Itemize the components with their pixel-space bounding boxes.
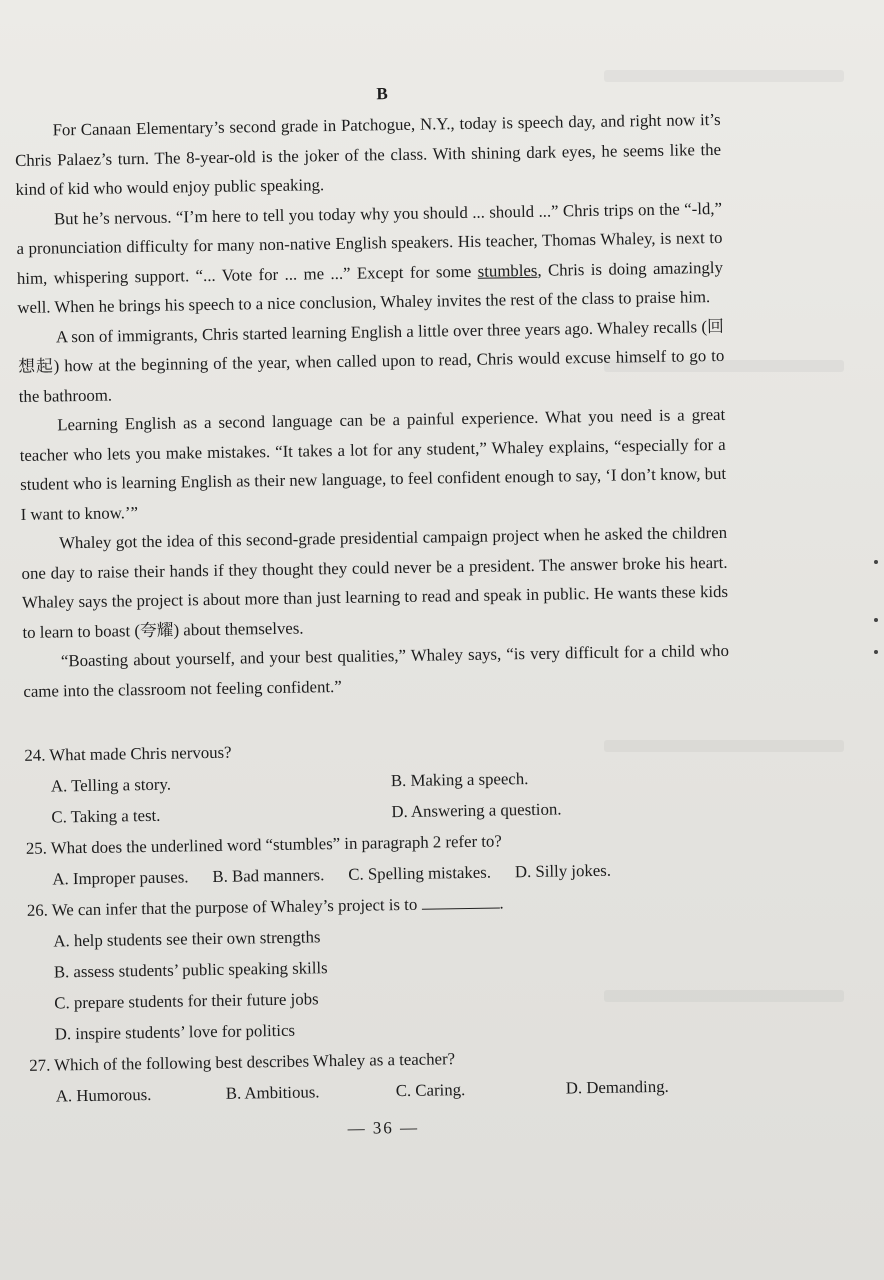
option-a: A. Telling a story. — [50, 774, 172, 796]
option-c: C. Caring. — [395, 1080, 466, 1101]
underlined-word: stumbles — [477, 260, 538, 281]
option-b: B. assess students’ public speaking skills — [53, 958, 328, 982]
paragraph-3: A son of immigrants, Chris started learning English a little over three years ago. Whaley recalls (回想起) how at the beginning of the year, when called upon to read, Chris would excuse himself to go to the bathroom. — [18, 316, 725, 406]
question-list — [24, 729, 736, 1112]
paragraph-2-start: But he’s nervous. “I’m here to tell you today why you should ... should ...” Chris trips on the “-ld,” a pronunciation difficulty for many non-native English speakers. His teacher, Thomas Whaley, is next to him, whispering support. “... Vote for ... me ...” Except for some — [16, 198, 723, 288]
option-a: A. Humorous. — [55, 1084, 152, 1106]
question-24 — [24, 729, 731, 833]
option-c: C. Taking a test. — [51, 805, 161, 827]
option-c: C. prepare students for their future jobs — [54, 989, 319, 1013]
option-d: D. Demanding. — [565, 1076, 669, 1098]
option-c: C. Spelling mistakes. — [348, 862, 492, 884]
paragraph-6: “Boasting about yourself, and your best qualities,” Whaley says, “is very difficult for a child who came into the classroom not feeling confident.” — [23, 640, 730, 701]
option-d: D. Answering a question. — [391, 799, 562, 822]
option-a: A. help students see their own strengths — [53, 927, 321, 951]
page-number: — 36 — — [347, 1117, 420, 1138]
option-b: B. Ambitious. — [225, 1082, 320, 1103]
answer-blank — [421, 893, 499, 909]
option-b: B. Making a speech. — [390, 769, 529, 791]
question-stem-text: 26. We can infer that the purpose of Whaley’s project is to — [26, 894, 418, 920]
paragraph-4: Learning English as a second language can be a painful experience. What you need is a great teacher who lets you make mistakes. “It takes a lot for any student,” Whaley explains, “especially for a student who is learning English as their new language, to feel confident enough to say, ‘I don’t know, but I want to know.’” — [19, 404, 727, 524]
option-group — [25, 760, 732, 833]
option-group — [27, 915, 735, 1050]
paragraph-1: For Canaan Elementary’s second grade in Patchogue, N.Y., today is speech day, and right now it’s Chris Palaez’s turn. The 8-year-old is the joker of the class. With shining dark eyes, he seems like the kind of kid who would enjoy public speaking. — [14, 109, 722, 199]
question-27 — [29, 1039, 736, 1112]
option-d: D. Silly jokes. — [514, 860, 612, 882]
edge-mark — [874, 650, 878, 654]
edge-mark — [874, 560, 878, 564]
edge-mark — [874, 618, 878, 622]
paragraph-2-end: , Chris is doing amazingly well. When he brings his speech to a nice conclusion, Whaley invites the rest of the class to praise him. — [17, 257, 724, 317]
paragraph-2 — [16, 193, 724, 322]
option-b: B. Bad manners. — [212, 865, 325, 886]
question-stem: 25. What does the underlined word “stumbles” in paragraph 2 refer to? — [25, 831, 502, 858]
question-stem: 27. Which of the following best describes Whaley as a teacher? — [29, 1049, 456, 1075]
exam-sheet — [14, 79, 736, 1144]
section-heading: B — [376, 84, 388, 104]
question-stem: 24. What made Chris nervous? — [24, 742, 232, 765]
question-25 — [26, 822, 733, 895]
option-a: A. Improper pauses. — [52, 867, 189, 889]
paragraph-5: Whaley got the idea of this second-grade presidential campaign project when he asked the children one day to raise their hands if they thought they could never be a president. The answer broke his heart. Whaley says the project is about more than just learning to read and speak in public. He wants these kids to learn to boast (夸耀) about themselves. — [21, 522, 729, 642]
question-26 — [27, 884, 735, 1050]
question-stem-end: . — [499, 893, 504, 913]
option-d: D. inspire students’ love for politics — [54, 1020, 296, 1044]
